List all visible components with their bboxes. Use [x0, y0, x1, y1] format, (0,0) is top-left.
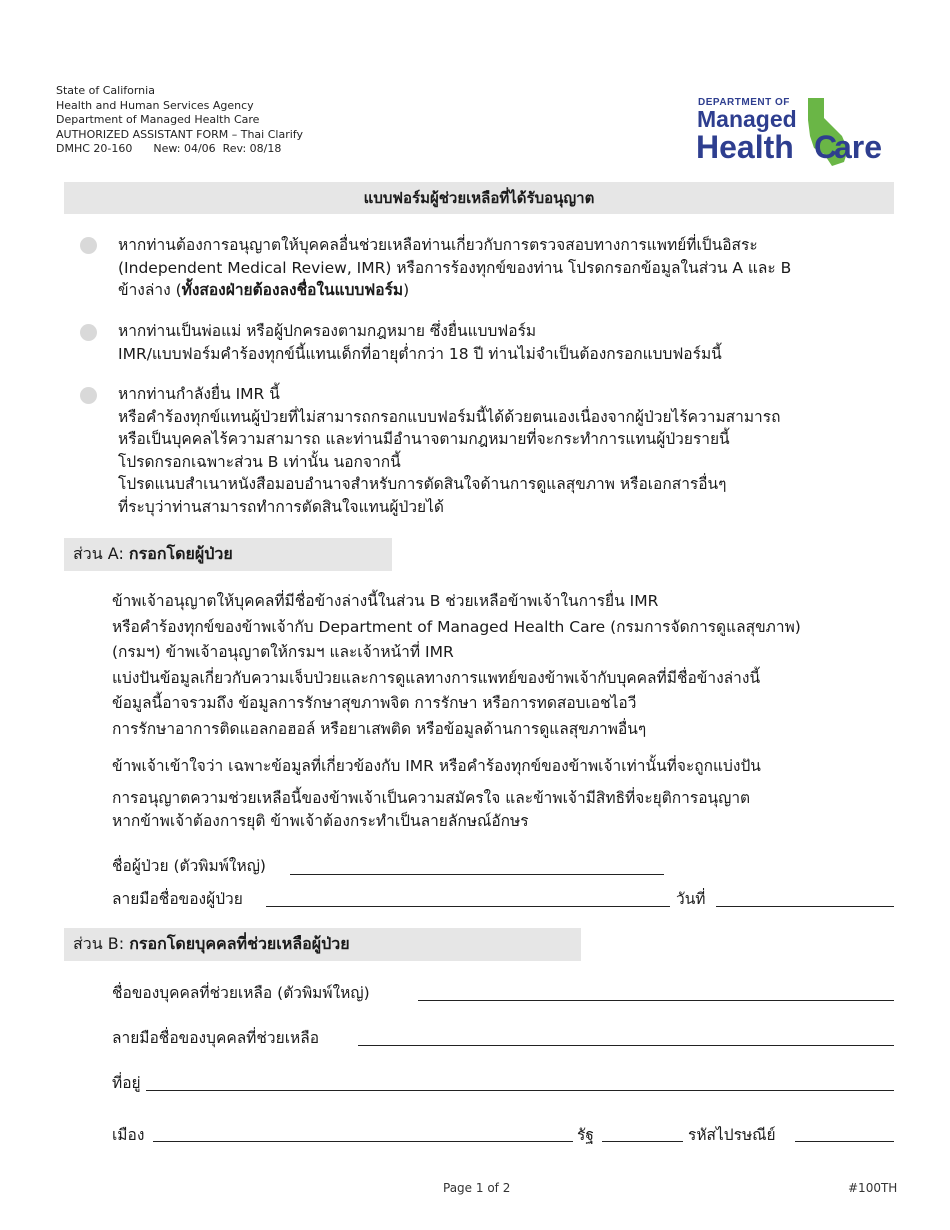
header-line: Health and Human Services Agency — [56, 98, 254, 112]
instruction-line: หากท่านต้องการอนุญาตให้บุคคลอื่นช่วยเหลือท่านเกี่ยวกับการตรวจสอบทางการแพทย์ที่เป็นอิสระ — [118, 236, 758, 254]
city-field[interactable] — [153, 1141, 573, 1142]
logo-line3-c: C — [814, 129, 838, 165]
city-label: เมือง — [112, 1126, 145, 1144]
zip-label: รหัสไปรษณีย์ — [688, 1126, 776, 1144]
paragraph-line: ข้าพเจ้าเข้าใจว่า เฉพาะข้อมูลที่เกี่ยวข้องกับ IMR หรือคำร้องทุกข์ของข้าพเจ้าเท่านั้นที่จะถูกแบ่งปัน — [112, 757, 761, 775]
form-code: #100TH — [848, 1181, 898, 1195]
instruction-text: ข้างล่าง ( — [118, 281, 182, 299]
paragraph-line: การรักษาอาการติดแอลกอฮอล์ หรือยาเสพติด หรือข้อมูลด้านการดูแลสุขภาพอื่นๆ — [112, 719, 647, 738]
paragraph-line: แบ่งปันข้อมูลเกี่ยวกับความเจ็บป่วยและการดูแลทางการแพทย์ของข้าพเจ้ากับบุคคลที่มีชื่อข้างล่างนี้ — [112, 668, 761, 687]
disclosure-paragraph — [112, 754, 892, 780]
bullet-radio-icon[interactable] — [80, 324, 97, 341]
patient-signature-field[interactable] — [266, 906, 670, 907]
instruction-line: (Independent Medical Review, IMR) หรือการร้องทุกข์ของท่าน โปรดกรอกข้อมูลในส่วน A และ B — [118, 258, 792, 277]
helper-signature-field[interactable] — [358, 1045, 894, 1046]
bullet-radio-icon[interactable] — [80, 387, 97, 404]
header-line: State of California — [56, 84, 155, 97]
page-number: Page 1 of 2 — [443, 1181, 511, 1195]
instruction-line: โปรดกรอกเฉพาะส่วน B เท่านั้น นอกจากนี้ — [118, 452, 401, 471]
revocation-paragraph — [112, 787, 892, 833]
zip-field[interactable] — [795, 1141, 894, 1142]
header-line: DMHC 20-160 New: 04/06 Rev: 08/18 — [56, 142, 282, 155]
header-line: Department of Managed Health Care — [56, 113, 260, 126]
address-field[interactable] — [146, 1090, 894, 1091]
bullet-radio-icon[interactable] — [80, 237, 97, 254]
date-field[interactable] — [716, 906, 894, 907]
logo-line2: Managed — [697, 106, 797, 132]
logo-line1: DEPARTMENT OF — [698, 97, 790, 108]
patient-name-field[interactable] — [290, 874, 664, 875]
instruction-item — [118, 234, 888, 302]
logo-line3-health: Health — [696, 129, 794, 165]
state-field[interactable] — [602, 1141, 683, 1142]
helper-name-label: ชื่อของบุคคลที่ช่วยเหลือ (ตัวพิมพ์ใหญ่) — [112, 984, 370, 1002]
helper-name-field[interactable] — [418, 1000, 894, 1001]
instruction-line — [118, 279, 888, 302]
instruction-line: หรือคำร้องทุกข์แทนผู้ป่วยที่ไม่สามารถกรอกแบบฟอร์มนี้ได้ด้วยตนเองเนื่องจากผู้ป่วยไร้ความสามารถ — [118, 407, 781, 426]
instruction-text: ) — [403, 281, 410, 299]
section-title: กรอกโดยผู้ป่วย — [128, 544, 233, 563]
authorization-paragraph — [112, 589, 892, 742]
section-title: กรอกโดยบุคคลที่ช่วยเหลือผู้ป่วย — [129, 934, 350, 953]
helper-signature-label: ลายมือชื่อของบุคคลที่ช่วยเหลือ — [112, 1029, 320, 1047]
instruction-line: โปรดแนบสำเนาหนังสือมอบอำนาจสำหรับการตัดสินใจด้านการดูแลสุขภาพ หรือเอกสารอื่นๆ — [118, 475, 727, 493]
instruction-line: หากท่านเป็นพ่อแม่ หรือผู้ปกครองตามกฎหมาย ซึ่งยื่นแบบฟอร์ม — [118, 322, 537, 340]
instruction-emphasis: ทั้งสองฝ่ายต้องลงชื่อในแบบฟอร์ม — [181, 281, 404, 299]
section-label: ส่วน B: — [73, 934, 130, 953]
agency-header — [56, 84, 303, 157]
dmhc-logo — [696, 96, 896, 170]
state-label: รัฐ — [577, 1126, 594, 1144]
paragraph-line: หากข้าพเจ้าต้องการยุติ ข้าพเจ้าต้องกระทำเป็นลายลักษณ์อักษร — [112, 812, 529, 830]
instruction-line: หากท่านกำลังยื่น IMR นี้ — [118, 385, 280, 403]
instruction-item — [118, 383, 888, 518]
form-title: แบบฟอร์มผู้ช่วยเหลือที่ได้รับอนุญาต — [64, 182, 894, 214]
section-label: ส่วน A: — [73, 544, 129, 563]
instruction-item — [118, 320, 888, 365]
logo-line3-are: are — [834, 129, 883, 165]
patient-name-label: ชื่อผู้ป่วย (ตัวพิมพ์ใหญ่) — [112, 857, 266, 875]
paragraph-line: การอนุญาตความช่วยเหลือนี้ของข้าพเจ้าเป็นความสมัครใจ และข้าพเจ้ามีสิทธิที่จะยุติการอนุญาต — [112, 789, 751, 807]
paragraph-line: ข้าพเจ้าอนุญาตให้บุคคลที่มีชื่อข้างล่างนี้ในส่วน B ช่วยเหลือข้าพเจ้าในการยื่น IMR — [112, 592, 659, 610]
instruction-line: หรือเป็นบุคคลไร้ความสามารถ และท่านมีอำนาจตามกฎหมายที่จะกระทำการแทนผู้ป่วยรายนี้ — [118, 430, 730, 448]
paragraph-line: หรือคำร้องทุกข์ของข้าพเจ้ากับ Department of Managed Health Care (กรมการจัดการดูแลสุขภาพ) — [112, 617, 801, 636]
instruction-line: IMR/แบบฟอร์มคำร้องทุกข์นี้แทนเด็กที่อายุต่ำกว่า 18 ปี ท่านไม่จำเป็นต้องกรอกแบบฟอร์มนี้ — [118, 344, 722, 363]
address-label: ที่อยู่ — [112, 1074, 141, 1092]
paragraph-line: (กรมฯ) ข้าพเจ้าอนุญาตให้กรมฯ และเจ้าหน้าที่ IMR — [112, 643, 454, 661]
patient-signature-label: ลายมือชื่อของผู้ป่วย — [112, 890, 243, 908]
paragraph-line: ข้อมูลนี้อาจรวมถึง ข้อมูลการรักษาสุขภาพจิต การรักษา หรือการทดสอบเอชไอวี — [112, 694, 637, 712]
section-b-header — [64, 928, 581, 961]
section-a-header — [64, 538, 392, 571]
instruction-line: ที่ระบุว่าท่านสามารถทำการตัดสินใจแทนผู้ป่วยได้ — [118, 497, 444, 516]
header-line: AUTHORIZED ASSISTANT FORM – Thai Clarify — [56, 127, 303, 141]
date-label: วันที่ — [676, 890, 706, 908]
